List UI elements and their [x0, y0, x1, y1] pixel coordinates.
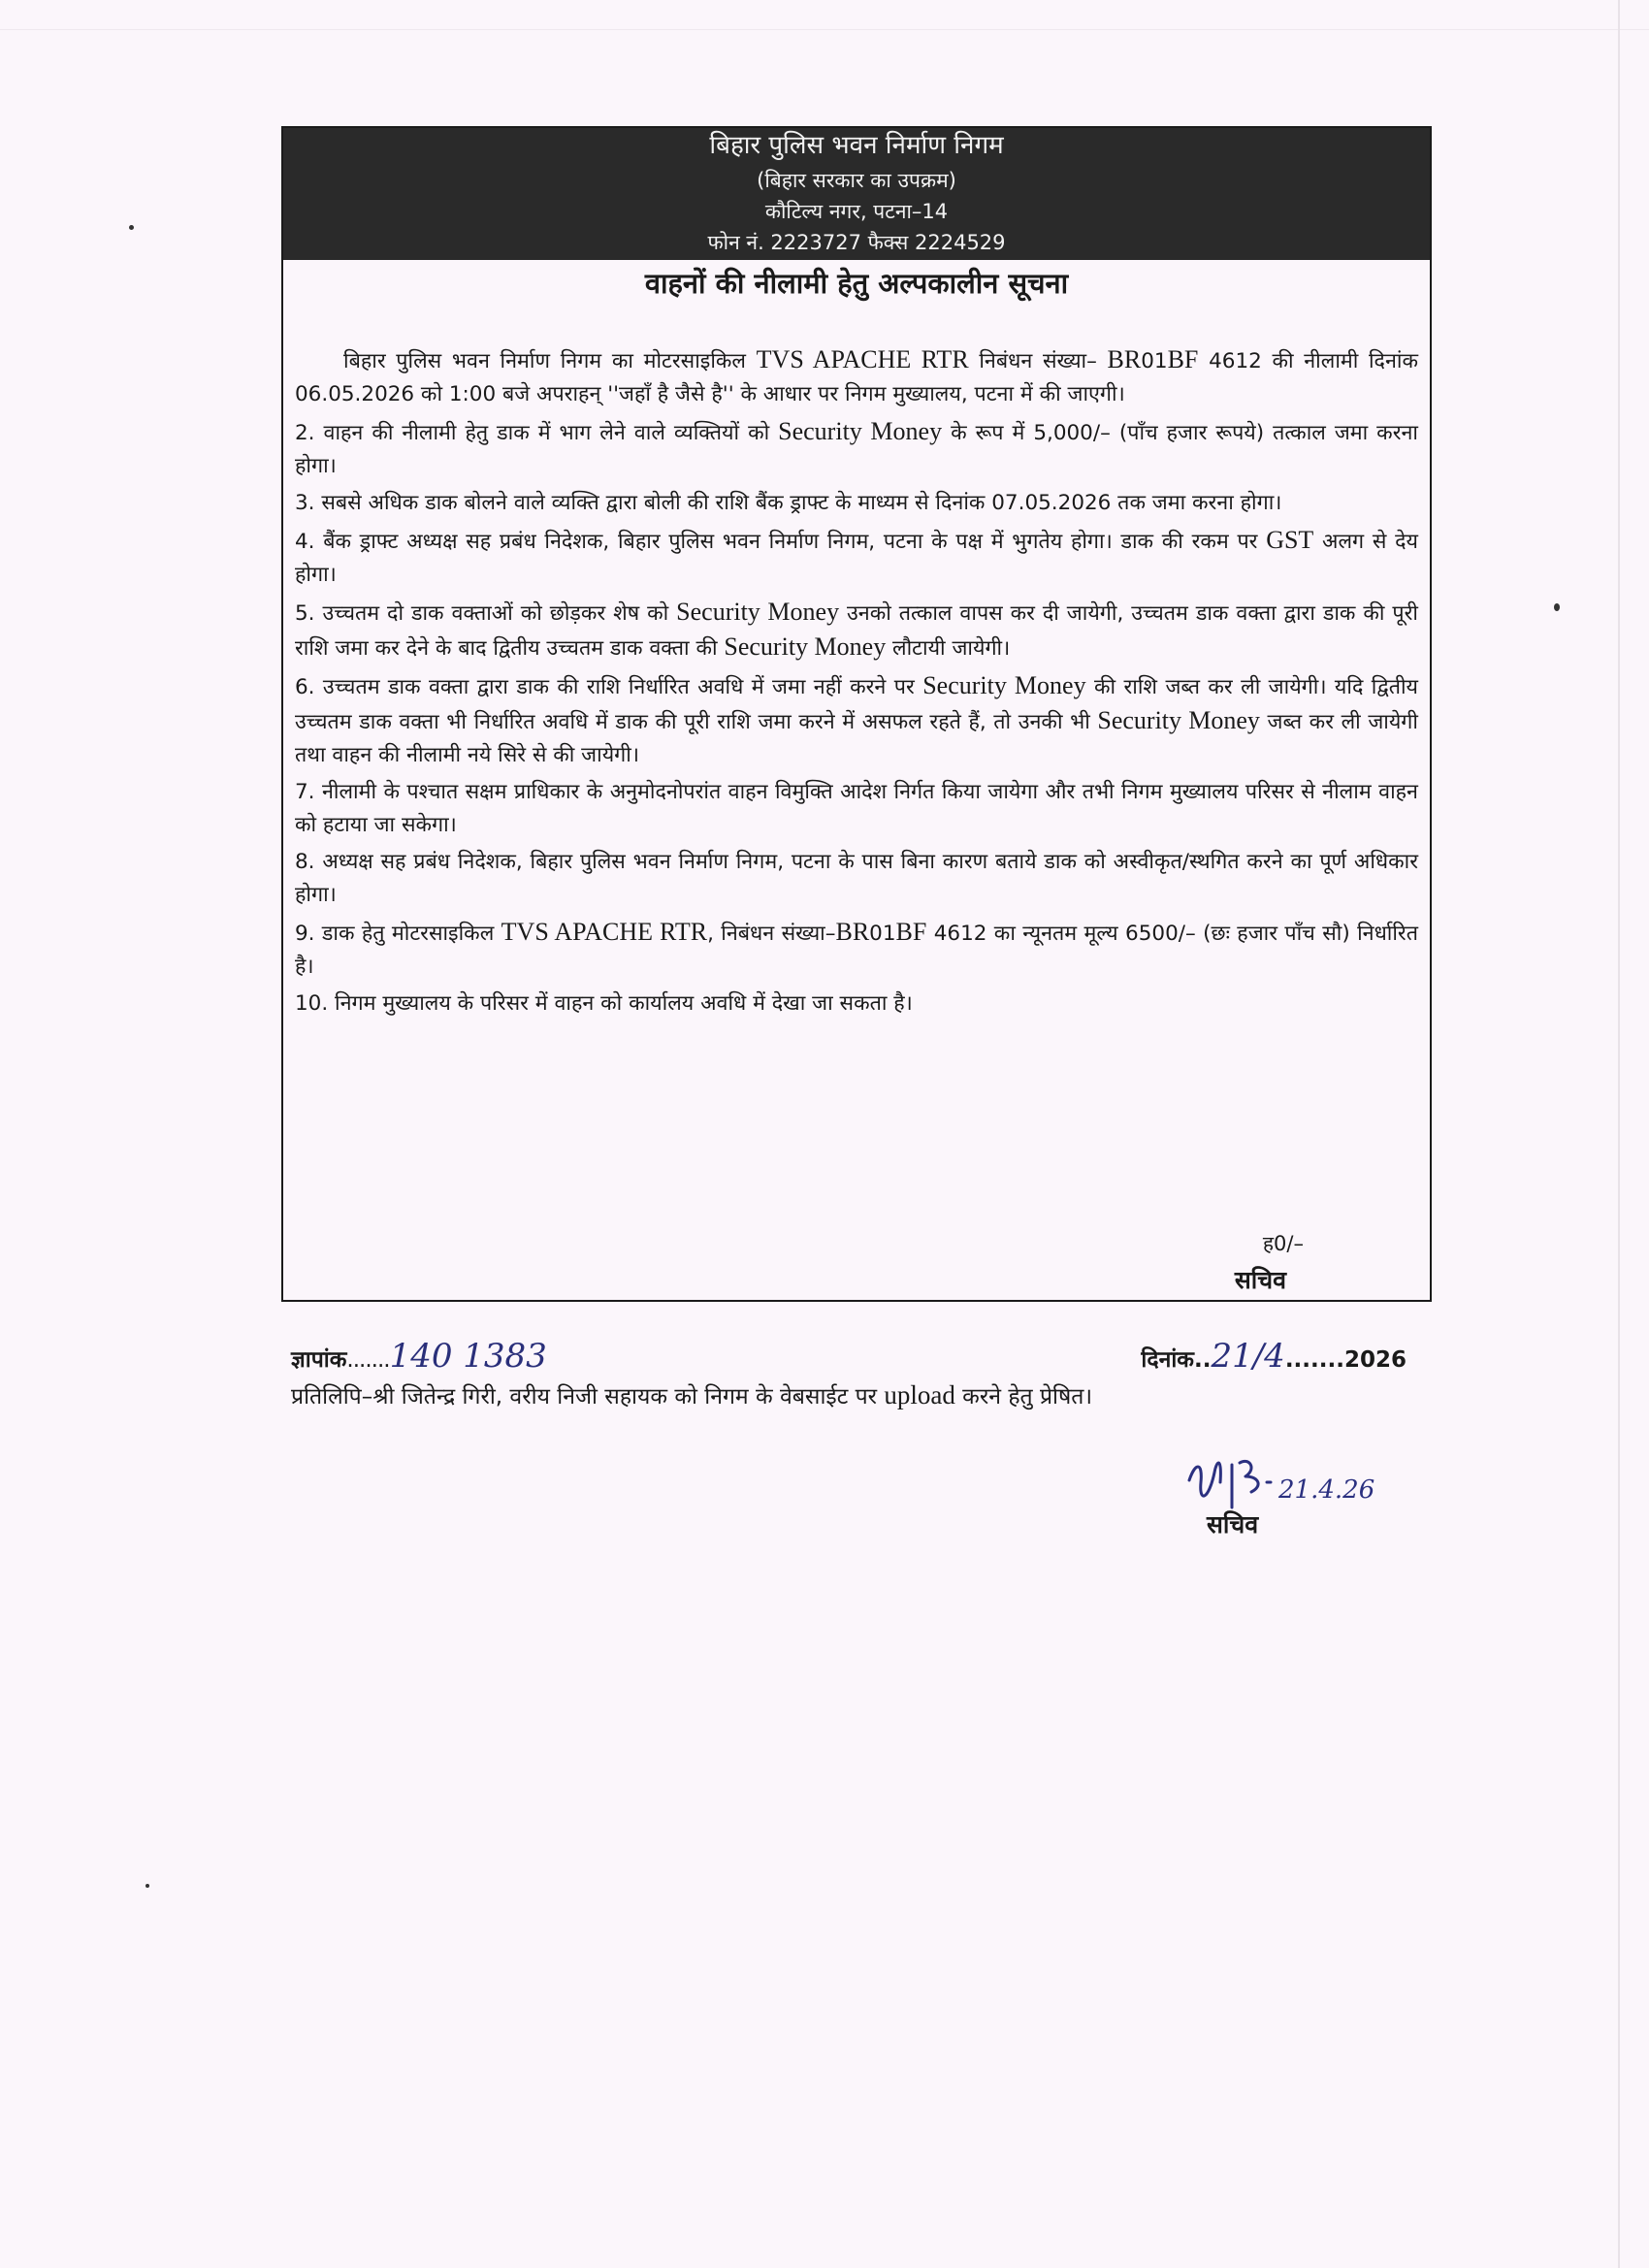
latin-text-run: Security Money: [1097, 706, 1260, 734]
memo-ref-handwritten: 140 1383: [389, 1337, 547, 1376]
org-name: बिहार पुलिस भवन निर्माण निगम: [709, 131, 1004, 160]
latin-text-run: Security Money: [724, 632, 887, 661]
memo-date-handwritten: 21/4: [1211, 1337, 1285, 1376]
latin-text-run: TVS APACHE RTR: [756, 345, 969, 373]
memo-date-year: 2026: [1343, 1347, 1406, 1373]
notice-paragraph: बिहार पुलिस भवन निर्माण निगम का मोटरसाइकिल TVS APACHE RTR निबंधन संख्या– BR01BF 4612 की नीलामी दिनांक 06.05.2026 को 1:00 बजे अपराहन् ''जहॉं है जैसे है'' के आधार पर निगम मुख्यालय, पटना में की जाएगी।: [295, 345, 1418, 406]
latin-text-run: upload: [884, 1380, 955, 1409]
scan-speck: [129, 225, 134, 230]
notice-paragraph: 5. उच्चतम दो डाक वक्ताओं को छोड़कर शेष को Security Money उनको तत्काल वापस कर दी जायेगी, उच्चतम डाक वक्ता द्वारा डाक की पूरी राशि जमा कर देने के बाद द्वितीय उच्चतम डाक वक्ता की Security Money लौटायी जायेगी।: [295, 598, 1418, 661]
notice-paragraph: 2. वाहन की नीलामी हेतु डाक में भाग लेने वाले व्यक्तियों को Security Money के रूप में 5,000/– (पॉंच हजार रूपये) तत्काल जमा करना होगा।: [295, 417, 1418, 478]
copy-signatory: सचिव: [1207, 1510, 1259, 1539]
signature-date: 21.4.26: [1278, 1475, 1375, 1505]
latin-text-run: Security Money: [676, 598, 840, 626]
memo-date: [1141, 1337, 1406, 1376]
signed-mark: ह0/–: [1262, 1232, 1304, 1255]
notice-body: [295, 343, 1418, 1024]
notice-paragraph: 10. निगम मुख्यालय के परिसर में वाहन को कार्यालय अवधि में देखा जा सकता है।: [295, 991, 913, 1016]
latin-text-run: BF: [895, 918, 927, 946]
notice-paragraph: 3. सबसे अधिक डाक बोलने वाले व्यक्ति द्वारा बोली की राशि बैंक ड्राफ्ट के माध्यम से दिनांक 07.05.2026 तक जमा करना होगा।: [295, 491, 1282, 515]
scan-edge-right: [1618, 0, 1620, 2268]
notice-paragraph: 7. नीलामी के पश्चात सक्षम प्राधिकार के अनुमोदनोपरांत वाहन विमुक्ति आदेश निर्गत किया जायेगा और तभी निगम मुख्यालय परिसर से नीलाम वाहन को हटाया जा सकेगा।: [295, 780, 1418, 837]
signatory-title: सचिव: [1234, 1266, 1286, 1294]
notice-box: [281, 126, 1432, 1302]
letterhead: [283, 128, 1430, 260]
latin-text-run: TVS APACHE RTR: [501, 918, 708, 946]
scan-speck: [1554, 603, 1560, 611]
notice-paragraph: 9. डाक हेतु मोटरसाइकिल TVS APACHE RTR, निबंधन संख्या–BR01BF 4612 का न्यूनतम मूल्य 6500/– (छः हजार पॉंच सौ) निर्धारित है।: [295, 918, 1418, 979]
latin-text-run: BR: [835, 918, 870, 946]
latin-text-run: Security Money: [922, 671, 1086, 699]
latin-text-run: BR: [1107, 345, 1142, 373]
memo-date-dots-after: .......: [1284, 1347, 1344, 1373]
scan-speck: [146, 1884, 149, 1888]
notice-paragraph: 4. बैंक ड्राफ्ट अध्यक्ष सह प्रबंध निदेशक, बिहार पुलिस भवन निर्माण निगम, पटना के पक्ष में भुगतेय होगा। डाक की रकम पर GST अलग से देय होगा।: [295, 526, 1418, 587]
latin-text-run: GST: [1266, 526, 1314, 554]
latin-text-run: Security Money: [778, 417, 943, 445]
latin-text-run: BF: [1167, 345, 1199, 373]
org-address: कौटिल्य नगर, पटना–14: [764, 200, 949, 223]
org-phone: फोन नं. 2223727 फैक्स 2224529: [707, 231, 1006, 254]
notice-title: वाहनों की नीलामी हेतु अल्पकालीन सूचना: [644, 267, 1069, 300]
scan-edge-top: [0, 29, 1649, 30]
memo-ref-label: ज्ञापांक: [291, 1347, 347, 1373]
notice-paragraph: 8. अध्यक्ष सह प्रबंध निदेशक, बिहार पुलिस भवन निर्माण निगम, पटना के पास बिना कारण बताये डाक को अस्वीकृत/स्थगित करने का पूर्ण अधिकार होगा।: [295, 850, 1418, 907]
memo-ref-dots: .......: [346, 1347, 390, 1373]
memo-date-label: दिनांक: [1141, 1347, 1194, 1373]
memo-reference: [291, 1337, 547, 1376]
memo-date-dots: ..: [1193, 1347, 1212, 1373]
copy-to-paragraph: प्रतिलिपि–श्री जितेन्द्र गिरी, वरीय निजी सहायक को निगम के वेबसाईट पर upload करने हेतु प्रेषित।: [291, 1380, 1093, 1409]
org-subtitle: (बिहार सरकार का उपक्रम): [757, 169, 956, 192]
notice-paragraph: 6. उच्चतम डाक वक्ता द्वारा डाक की राशि निर्धारित अवधि में जमा नहीं करने पर Security Money की राशि जब्त कर ली जायेगी। यदि द्वितीय उच्चतम डाक वक्ता भी निर्धारित अवधि में डाक की पूरी राशि जमा करने में असफल रहते हैं, तो उनकी भी Security Money जब्त कर ली जायेगी तथा वाहन की नीलामी नये सिरे से की जायेगी।: [295, 671, 1418, 767]
